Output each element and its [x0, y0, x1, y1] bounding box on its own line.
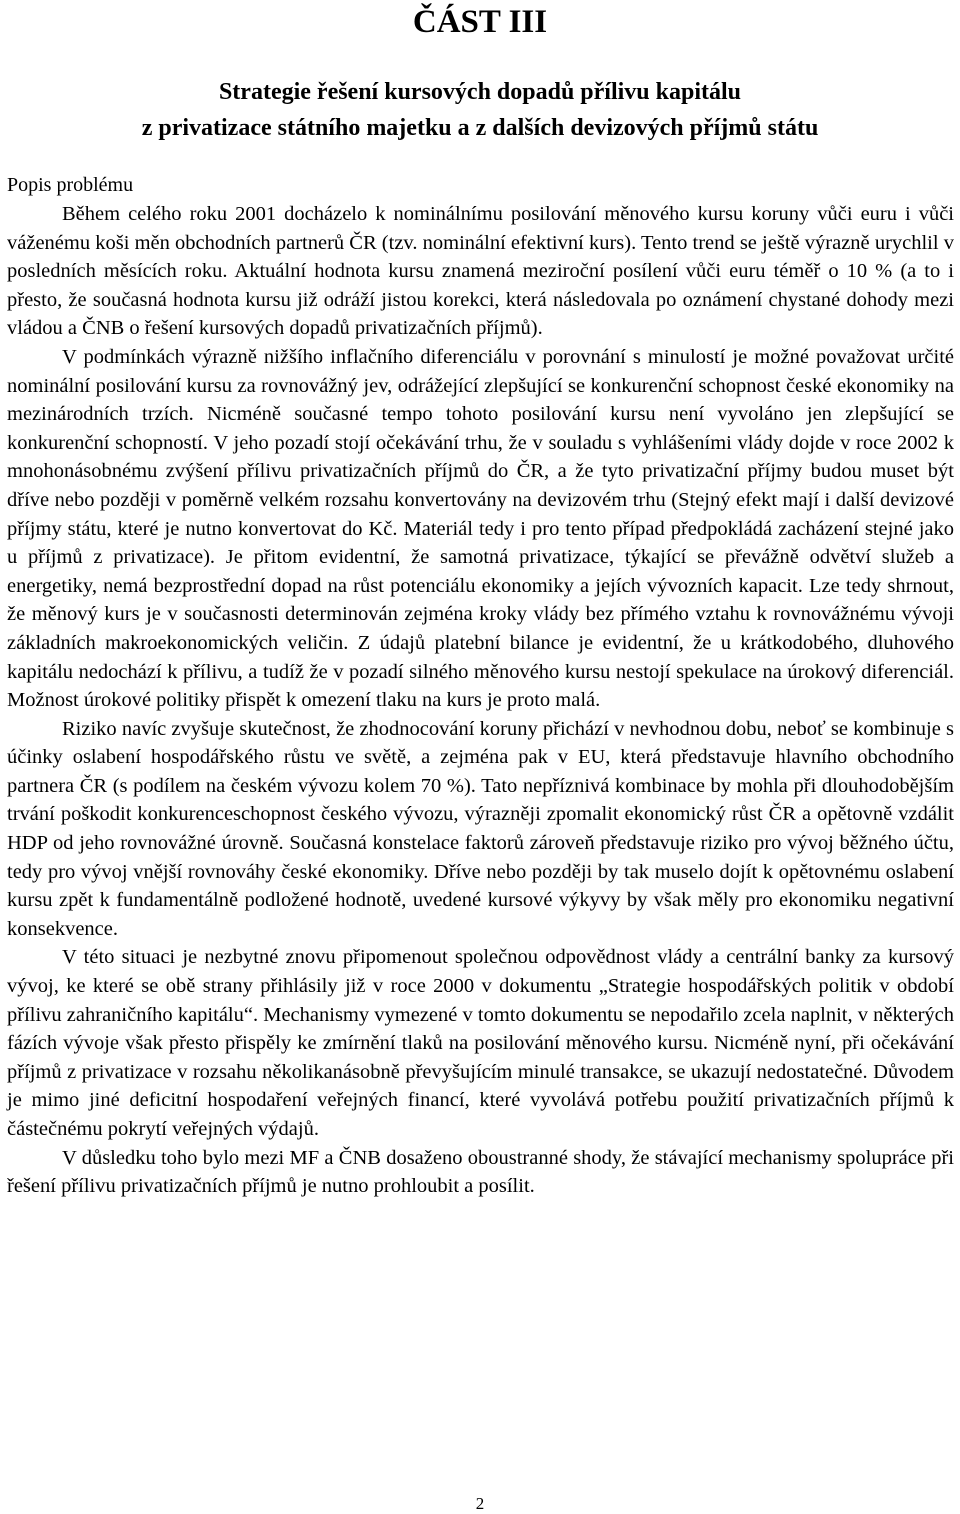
- body-text: [7, 200, 954, 1201]
- paragraph: V této situaci je nezbytné znovu připomenout společnou odpovědnost vlády a centrální banky za kursový vývoj, ke které se obě strany přihlásily již v roce 2000 v dokumentu „Strategie hospodářských politik v období přílivu zahraničního kapitálu“. Mechanismy vymezené v tomto dokumentu se nepodařilo zcela naplnit, v některých fázích vývoje však přesto přispěly ke zmírnění tlaků na posilování měnového kursu. Nicméně nyní, při očekávání příjmů z privatizace v rozsahu několikanásobně převyšujícím minulé transakce, se ukazují nedostatečné. Důvodem je mimo jiné deficitní hospodaření veřejných financí, které vyvolává potřebu použití privatizačních příjmů k částečnému pokrytí veřejných výdajů.: [7, 946, 954, 1140]
- paragraph: Riziko navíc zvyšuje skutečnost, že zhodnocování koruny přichází v nevhodnou dobu, neboť se kombinuje s účinky oslabení hospodářského růstu ve světě, a zejména pak v EU, která představuje hlavního obchodního partnera ČR (s podílem na českém vývozu kolem 70 %). Tato nepříznivá kombinace by mohla při dlouhodobějším trvání poškodit konkurenceschopnost českého vývozu, výrazněji zpomalit ekonomický růst ČR a opětovně vzdálit HDP od jeho rovnovážné úrovně. Současná konstelace faktorů zároveň představuje riziko pro vývoj běžného účtu, tedy pro vývoj vnější rovnováhy české ekonomiky. Dříve nebo později by tak muselo dojít k opětovnému oslabení kursu zpět k fundamentálně podložené hodnotě, uvedené kursové výkyvy by však měly pro ekonomiku negativní konsekvence.: [7, 717, 954, 940]
- section-heading: Popis problému: [7, 174, 134, 196]
- paragraph: Během celého roku 2001 docházelo k nominálnímu posilování měnového kursu koruny vůči euru i vůči váženému koši měn obchodních partnerů ČR (tzv. nominální efektivní kurs). Tento trend se ještě výrazně urychlil v posledních měsících roku. Aktuální hodnota kursu znamená meziroční posílení vůči euru téměř o 10 % (a to i přesto, že současná hodnota kursu již odráží jistou korekci, která následovala po oznámení chystané dohody mezi vládou a ČNB o řešení kursových dopadů privatizačních příjmů).: [7, 203, 954, 340]
- subtitle-line-2: z privatizace státního majetku a z dalších devizových příjmů státu: [141, 115, 819, 141]
- subtitle-line-1: Strategie řešení kursových dopadů přílivu kapitálu: [218, 79, 742, 105]
- paragraph: V důsledku toho bylo mezi MF a ČNB dosaženo oboustranné shody, že stávající mechanismy spolupráce při řešení přílivu privatizačních příjmů je nutno prohloubit a posílit.: [7, 1146, 954, 1198]
- paragraph: V podmínkách výrazně nižšího inflačního diferenciálu v porovnání s minulostí je možné považovat určité nominální posilování kursu za rovnovážný jev, odrážející zlepšující se konkurenční schopnost české ekonomiky na mezinárodních trzích. Nicméně současné tempo tohoto posilování kursu není vyvoláno jen zlepšující se konkurenční schopností. V jeho pozadí stojí očekávání trhu, že v souladu s vyhlášeními vlády dojde v roce 2002 k mnohonásobnému zvýšení přílivu privatizačních příjmů do ČR, a že tyto privatizační příjmy budou muset být dříve nebo později v poměrně velkém rozsahu konvertovány na devizovém trhu (Stejný efekt mají i další devizové příjmy státu, které je nutno konvertovat do Kč. Materiál tedy i pro tento případ předpokládá zacházení stejné jako u příjmů z privatizace). Je přitom evidentní, že samotná privatizace, týkající se převážně odvětví služeb a energetiky, nemá bezprostřední dopad na růst potenciálu ekonomiky a jejích vývozních kapacit. Lze tedy shrnout, že měnový kurs je v současnosti determinován zejména kroky vlády bez přímého vztahu k rovnovážnému vývoji základních makroekonomických veličin. Z údajů platební bilance je evidentní, že u krátkodobého, dluhového kapitálu nedochází k přílivu, a tudíž že v pozadí silného měnového kursu nestojí spekulace na úrokový diferenciál. Možnost úrokové politiky přispět k omezení tlaku na kurs je proto malá.: [7, 345, 954, 712]
- part-title: ČÁST III: [412, 4, 548, 40]
- page-number: 2: [475, 1494, 485, 1513]
- document-subtitle: [0, 74, 960, 146]
